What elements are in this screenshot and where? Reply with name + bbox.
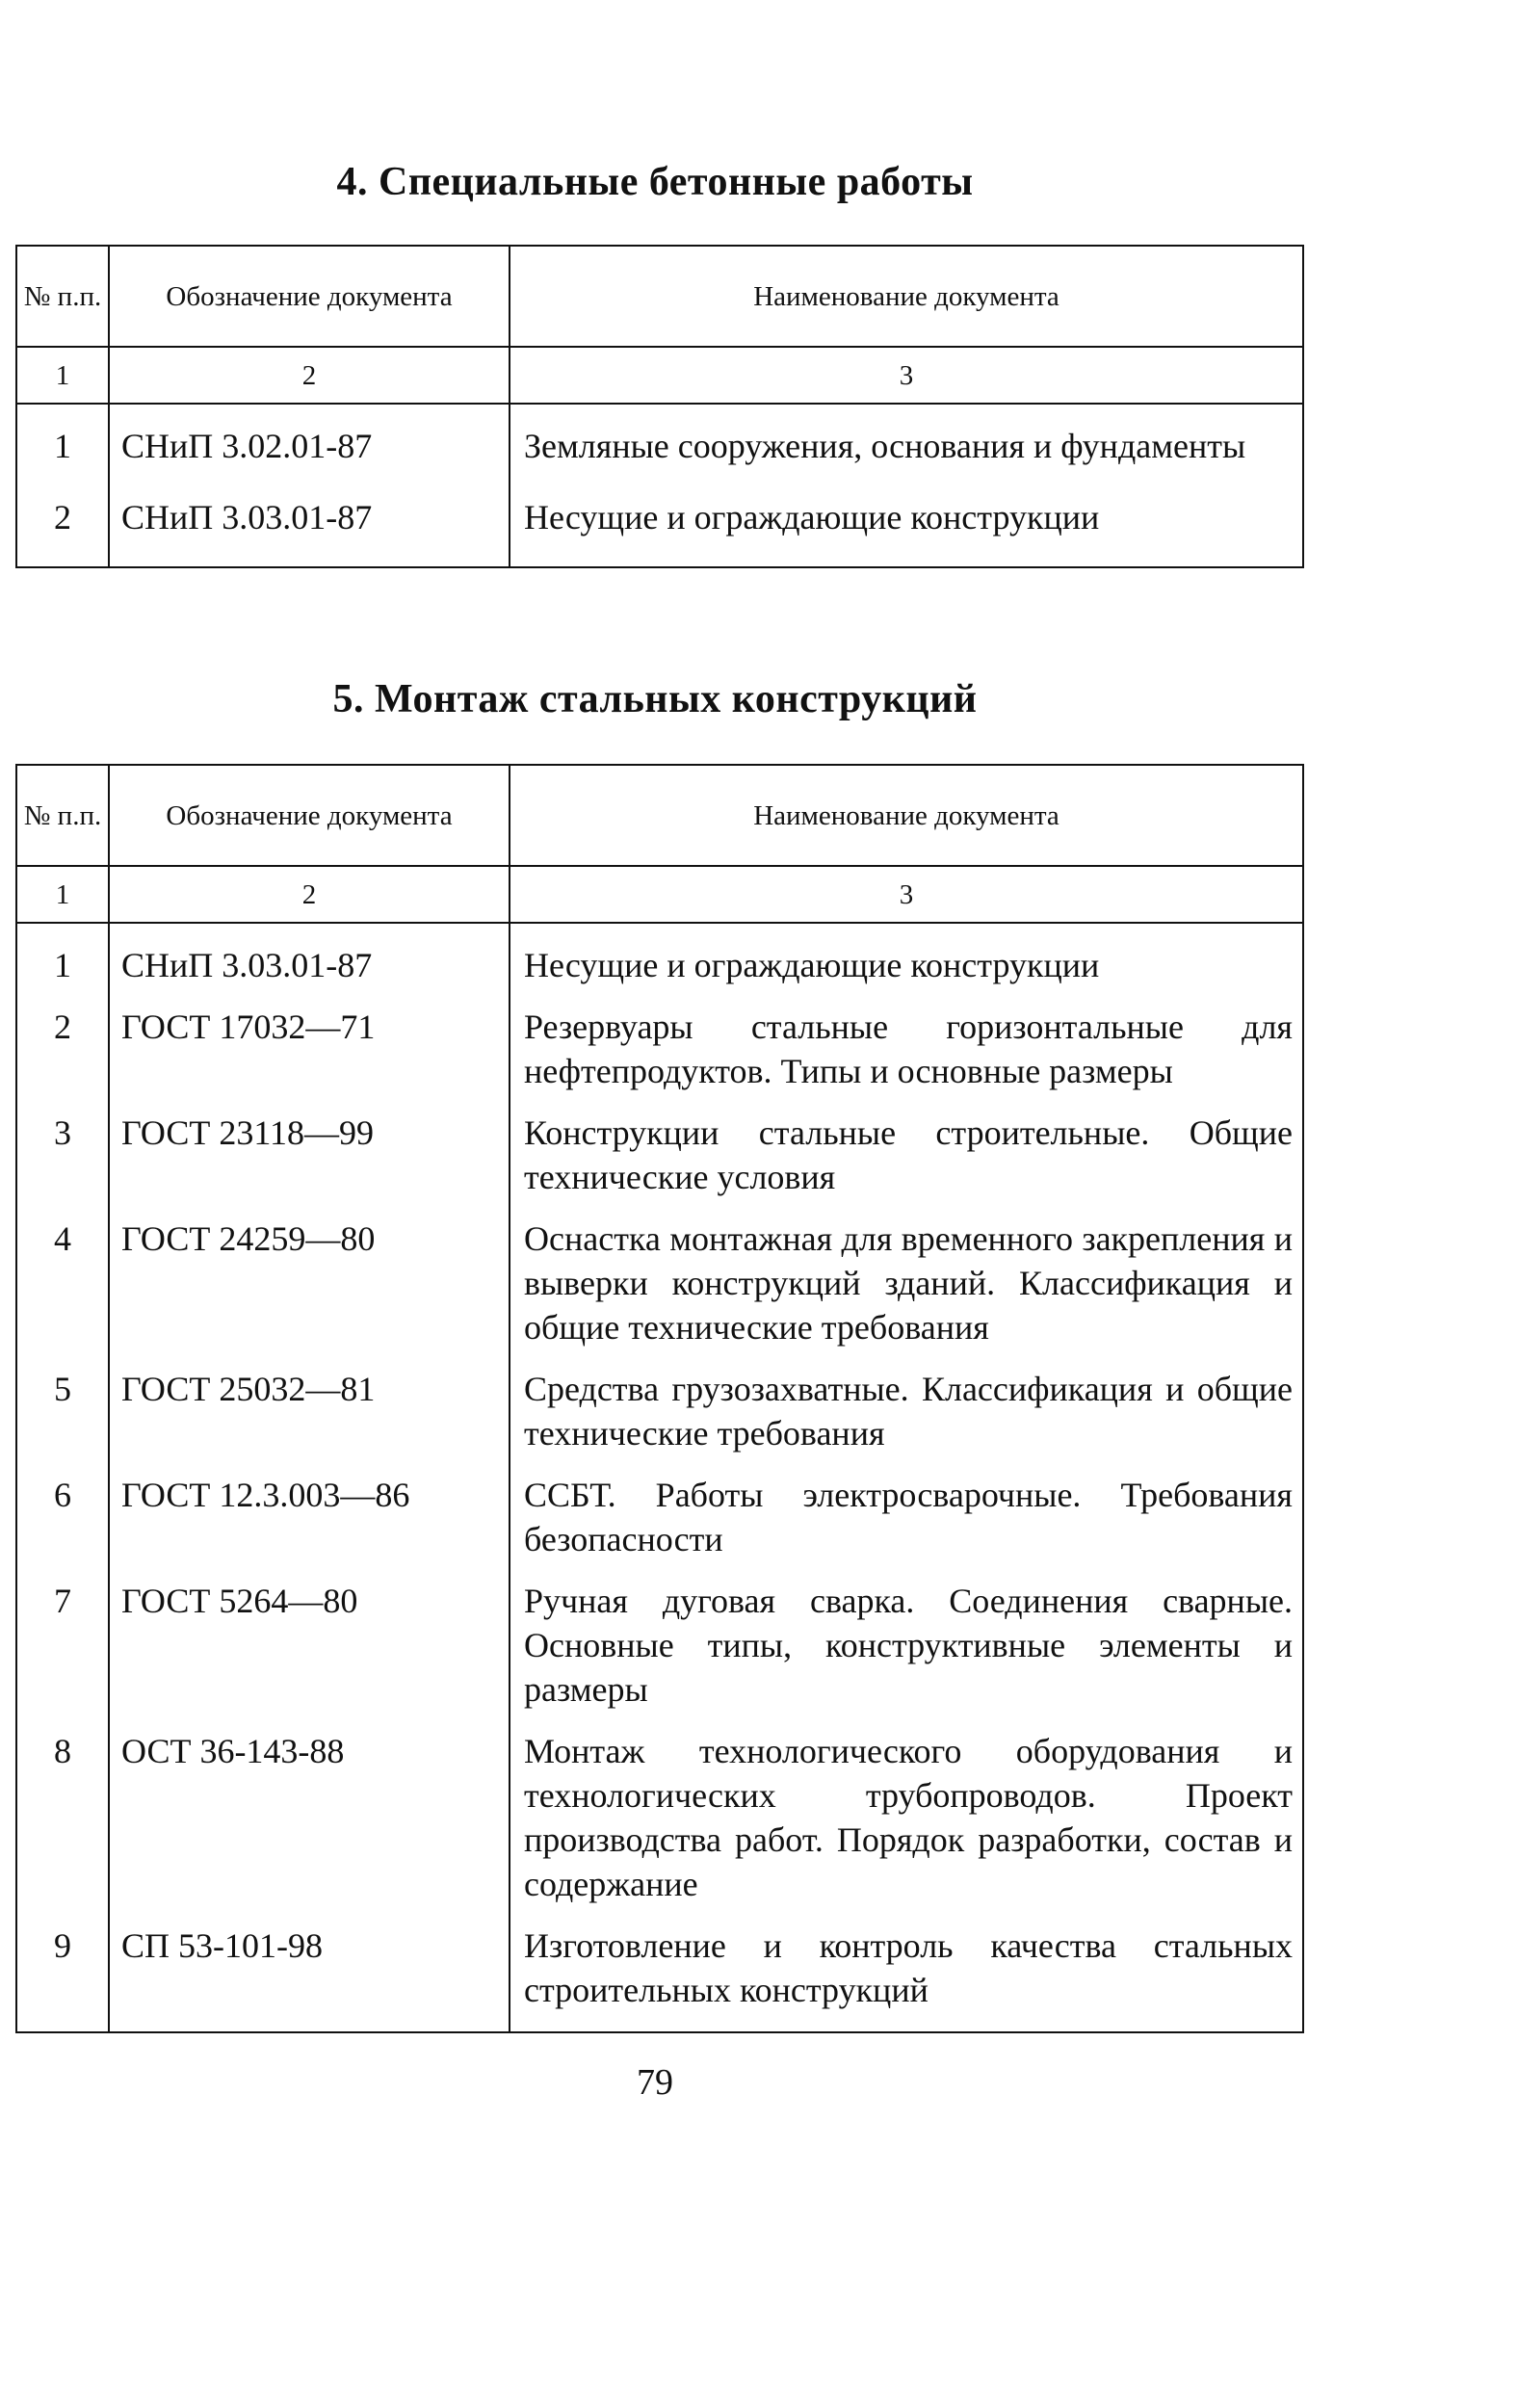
table-row	[16, 1097, 1303, 1203]
document-code: ГОСТ 23118—99	[109, 1097, 510, 1203]
header-designation: Обозначение документа	[109, 765, 510, 866]
row-number: 5	[16, 1353, 109, 1459]
column-number-row	[16, 866, 1303, 923]
documents-table-steel	[15, 764, 1304, 2033]
column-number: 3	[510, 347, 1303, 404]
header-number: № п.п.	[16, 246, 109, 347]
table-row	[16, 923, 1303, 991]
table-row	[16, 1353, 1303, 1459]
row-number: 4	[16, 1203, 109, 1353]
document-code: СНиП 3.02.01-87	[109, 404, 510, 478]
row-number: 7	[16, 1565, 109, 1715]
header-number: № п.п.	[16, 765, 109, 866]
document-name: Монтаж технологического оборудования и технологических трубопроводов. Проект производства работ. Порядок разработки, состав и содержание	[510, 1715, 1303, 1910]
document-code: СНиП 3.03.01-87	[109, 923, 510, 991]
document-code: ГОСТ 5264—80	[109, 1565, 510, 1715]
document-code: ГОСТ 12.3.003—86	[109, 1459, 510, 1565]
document-code: СНиП 3.03.01-87	[109, 478, 510, 567]
row-number: 1	[16, 923, 109, 991]
document-name: Несущие и ограждающие конструкции	[510, 923, 1303, 991]
document-name: Изготовление и контроль качества стальных строительных конструкций	[510, 1910, 1303, 2032]
document-name: Оснастка монтажная для временного закрепления и выверки конструкций зданий. Классификация и общие технические требования	[510, 1203, 1303, 1353]
document-name: Средства грузозахватные. Классификация и общие технические требования	[510, 1353, 1303, 1459]
column-number: 1	[16, 866, 109, 923]
document-name: ССБТ. Работы электросварочные. Требования безопасности	[510, 1459, 1303, 1565]
header-document-name: Наименование документа	[510, 246, 1303, 347]
table-row	[16, 478, 1303, 567]
row-number: 3	[16, 1097, 109, 1203]
table-row	[16, 991, 1303, 1097]
document-name: Несущие и ограждающие конструкции	[510, 478, 1303, 567]
document-code: ОСТ 36-143-88	[109, 1715, 510, 1910]
header-designation: Обозначение документа	[109, 246, 510, 347]
row-number: 2	[16, 478, 109, 567]
documents-table-concrete	[15, 245, 1304, 568]
column-number: 2	[109, 866, 510, 923]
column-number: 3	[510, 866, 1303, 923]
table-row	[16, 1910, 1303, 2032]
row-number: 8	[16, 1715, 109, 1910]
row-number: 6	[16, 1459, 109, 1565]
document-code: ГОСТ 17032—71	[109, 991, 510, 1097]
document-name: Ручная дуговая сварка. Соединения сварные. Основные типы, конструктивные элементы и размеры	[510, 1565, 1303, 1715]
table-row	[16, 1715, 1303, 1910]
column-number: 1	[16, 347, 109, 404]
table-row	[16, 404, 1303, 478]
header-document-name: Наименование документа	[510, 765, 1303, 866]
table-row	[16, 1203, 1303, 1353]
page-number: 79	[637, 2062, 673, 2103]
row-number: 2	[16, 991, 109, 1097]
table-header-row	[16, 246, 1303, 347]
document-name: Резервуары стальные горизонтальные для нефтепродуктов. Типы и основные размеры	[510, 991, 1303, 1097]
document-name: Земляные сооружения, основания и фундаменты	[510, 404, 1303, 478]
table-header-row	[16, 765, 1303, 866]
section-title: 5. Монтаж стальных конструкций	[332, 677, 978, 721]
row-number: 1	[16, 404, 109, 478]
section-title: 4. Специальные бетонные работы	[336, 160, 974, 204]
document-code: ГОСТ 25032—81	[109, 1353, 510, 1459]
table-row	[16, 1565, 1303, 1715]
document-name: Конструкции стальные строительные. Общие технические условия	[510, 1097, 1303, 1203]
document-code: ГОСТ 24259—80	[109, 1203, 510, 1353]
table-row	[16, 1459, 1303, 1565]
column-number: 2	[109, 347, 510, 404]
row-number: 9	[16, 1910, 109, 2032]
document-code: СП 53-101-98	[109, 1910, 510, 2032]
column-number-row	[16, 347, 1303, 404]
